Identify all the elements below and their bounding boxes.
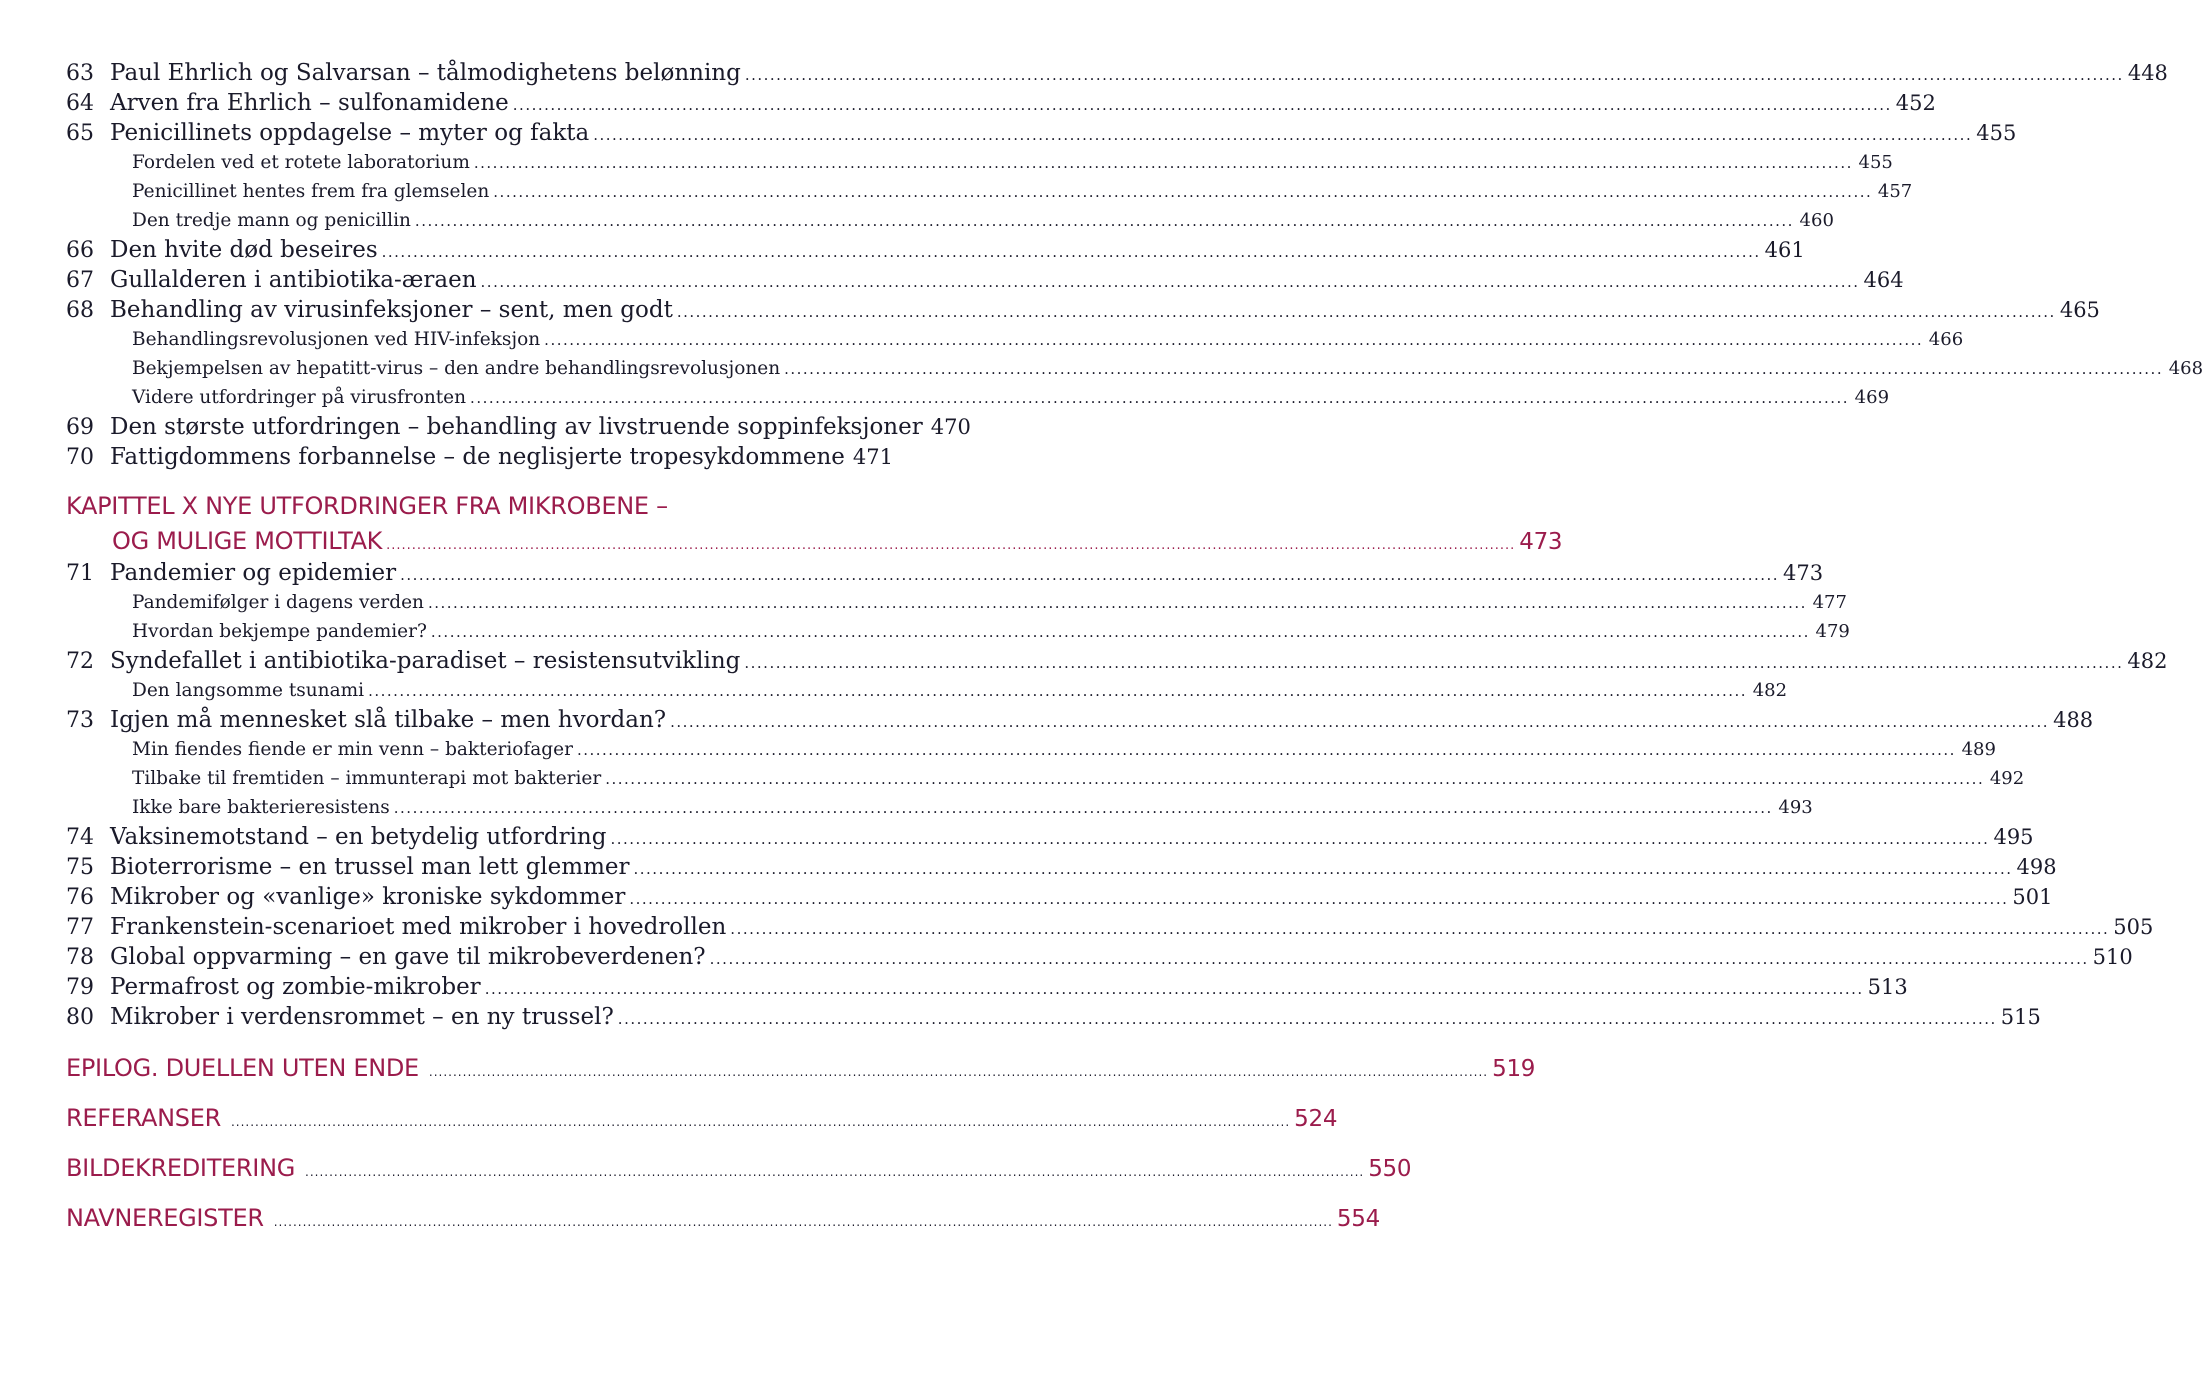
toc-subentry bbox=[66, 617, 1850, 646]
toc-entry bbox=[66, 1002, 2041, 1032]
dot-leader: ............................................................................................................................................................................................................................ bbox=[617, 1010, 1997, 1028]
toc-subentry bbox=[66, 676, 1788, 705]
toc-entry bbox=[66, 942, 2133, 972]
entry-page-number: 464 bbox=[1863, 268, 1904, 292]
entry-title: Mikrober og «vanlige» kroniske sykdommer bbox=[110, 884, 626, 910]
entry-title: Min fiendes fiende er min venn – bakteriofager bbox=[132, 739, 573, 760]
dot-leader: ............................................................................................................................................................................................................................ bbox=[386, 538, 1516, 553]
section-title: NAVNEREGISTER bbox=[66, 1204, 264, 1232]
entry-page-number: 455 bbox=[1858, 152, 1893, 173]
entry-page-number: 510 bbox=[2092, 945, 2133, 969]
entry-page-number: 473 bbox=[1783, 561, 1824, 585]
toc-list-part-2 bbox=[66, 558, 2168, 1032]
entry-number: 70 bbox=[66, 445, 94, 470]
toc-entry bbox=[66, 58, 2168, 88]
dot-leader: ............................................................................................................................................................................................................................ bbox=[393, 799, 1773, 817]
entry-page-number: 465 bbox=[2059, 298, 2100, 322]
entry-page-number: 492 bbox=[1989, 768, 2025, 789]
entry-title: Penicillinet hentes frem fra glemselen bbox=[132, 181, 490, 202]
section-entry bbox=[66, 1200, 1380, 1236]
entry-page-number: 466 bbox=[1928, 329, 1964, 350]
entry-title: Den langsomme tsunami bbox=[132, 680, 365, 701]
dot-leader: ............................................................................................................................................................................................................................ bbox=[273, 1215, 1333, 1229]
entry-title: Bekjempelsen av hepatitt-virus – den andre behandlingsrevolusjonen bbox=[132, 358, 781, 379]
entry-page-number: 482 bbox=[1752, 680, 1788, 701]
entry-number: 75 bbox=[66, 855, 94, 880]
toc-entry bbox=[66, 412, 971, 442]
entry-page-number: 461 bbox=[1764, 238, 1805, 262]
chapter-title-line-1: KAPITTEL X NYE UTFORDRINGER FRA MIKROBENE – bbox=[66, 492, 668, 520]
dot-leader: ............................................................................................................................................................................................................................ bbox=[744, 66, 2124, 84]
chapter-heading-line-2 bbox=[66, 524, 1563, 558]
entry-page-number: 482 bbox=[2127, 649, 2168, 673]
entry-number: 67 bbox=[66, 268, 94, 293]
entry-number: 80 bbox=[66, 1005, 94, 1030]
toc-subentry bbox=[66, 735, 1996, 764]
dot-leader: ............................................................................................................................................................................................................................ bbox=[544, 331, 1924, 349]
toc-subentry bbox=[66, 588, 1847, 617]
entry-title: Hvordan bekjempe pandemier? bbox=[132, 621, 427, 642]
chapter-heading bbox=[66, 488, 892, 524]
section-page-number: 524 bbox=[1294, 1106, 1338, 1132]
section-title: REFERANSER bbox=[66, 1104, 221, 1132]
table-of-contents bbox=[66, 58, 2203, 1236]
toc-entry bbox=[66, 852, 2057, 882]
dot-leader: ............................................................................................................................................................................................................................ bbox=[470, 389, 1850, 407]
toc-entry bbox=[66, 882, 2053, 912]
toc-entry bbox=[66, 265, 1904, 295]
entry-number: 64 bbox=[66, 91, 94, 116]
dot-leader: ............................................................................................................................................................................................................................ bbox=[633, 860, 2013, 878]
entry-page-number: 501 bbox=[2012, 885, 2053, 909]
entry-number: 77 bbox=[66, 915, 94, 940]
dot-leader: ............................................................................................................................................................................................................................ bbox=[629, 890, 2009, 908]
back-matter-sections bbox=[66, 1050, 1536, 1236]
entry-page-number: 468 bbox=[2168, 358, 2203, 379]
dot-leader: ............................................................................................................................................................................................................................ bbox=[676, 303, 2056, 321]
section-title: BILDEKREDITERING bbox=[66, 1154, 296, 1182]
entry-number: 73 bbox=[66, 708, 94, 733]
entry-number: 71 bbox=[66, 561, 94, 586]
entry-title: Gullalderen i antibiotika-æraen bbox=[110, 267, 477, 293]
entry-page-number: 498 bbox=[2016, 855, 2057, 879]
dot-leader: ............................................................................................................................................................................................................................ bbox=[381, 243, 1761, 261]
chapter-page-number: 473 bbox=[1519, 529, 1563, 555]
entry-title: Fattigdommens forbannelse – de neglisjerte tropesykdommene bbox=[110, 444, 845, 470]
toc-entry bbox=[66, 235, 1805, 265]
entry-number: 65 bbox=[66, 121, 94, 146]
toc-subentry bbox=[66, 148, 1893, 177]
entry-page-number: 477 bbox=[1812, 592, 1847, 613]
entry-number: 79 bbox=[66, 975, 94, 1000]
entry-title: Den hvite død beseires bbox=[110, 237, 378, 263]
toc-entry bbox=[66, 822, 2034, 852]
chapter-title-line-2: OG MULIGE MOTTILTAK bbox=[112, 527, 383, 555]
dot-leader: ............................................................................................................................................................................................................................ bbox=[512, 96, 1892, 114]
entry-title: Syndefallet i antibiotika-paradiset – resistensutvikling bbox=[110, 648, 741, 674]
toc-list-part-1 bbox=[66, 58, 2203, 472]
entry-title: Permafrost og zombie-mikrober bbox=[110, 974, 481, 1000]
dot-leader: ............................................................................................................................................................................................................................ bbox=[427, 594, 1807, 612]
entry-number: 78 bbox=[66, 945, 94, 970]
entry-title: Tilbake til fremtiden – immunterapi mot bakterier bbox=[132, 768, 602, 789]
entry-title: Bioterrorisme – en trussel man lett glemmer bbox=[110, 854, 630, 880]
dot-leader: ............................................................................................................................................................................................................................ bbox=[730, 920, 2110, 938]
dot-leader: ............................................................................................................................................................................................................................ bbox=[430, 623, 1810, 641]
toc-subentry bbox=[66, 383, 1890, 412]
entry-page-number: 489 bbox=[1961, 739, 1996, 760]
dot-leader: ............................................................................................................................................................................................................................ bbox=[610, 830, 1990, 848]
entry-title: Penicillinets oppdagelse – myter og fakta bbox=[110, 120, 590, 146]
entry-number: 69 bbox=[66, 415, 94, 440]
toc-entry bbox=[66, 705, 2094, 735]
section-entry bbox=[66, 1150, 1412, 1186]
entry-number: 63 bbox=[66, 61, 94, 86]
toc-entry bbox=[66, 972, 1908, 1002]
dot-leader: ............................................................................................................................................................................................................................ bbox=[484, 980, 1864, 998]
entry-title: Ikke bare bakterieresistens bbox=[132, 797, 390, 818]
section-title: EPILOG. DUELLEN UTEN ENDE bbox=[66, 1054, 419, 1082]
toc-subentry bbox=[66, 354, 2203, 383]
toc-entry bbox=[66, 295, 2100, 325]
section-page-number: 554 bbox=[1336, 1206, 1380, 1232]
toc-entry bbox=[66, 442, 892, 472]
entry-page-number: 460 bbox=[1799, 210, 1834, 231]
entry-page-number: 457 bbox=[1877, 181, 1913, 202]
entry-page-number: 452 bbox=[1895, 91, 1936, 115]
dot-leader: ............................................................................................................................................................................................................................ bbox=[784, 360, 2164, 378]
entry-title: Behandlingsrevolusjonen ved HIV-infeksjon bbox=[132, 329, 541, 350]
section-page-number: 550 bbox=[1368, 1156, 1412, 1182]
entry-page-number: 488 bbox=[2053, 708, 2094, 732]
dot-leader: ............................................................................................................................................................................................................................ bbox=[414, 212, 1794, 230]
toc-entry bbox=[66, 118, 2017, 148]
dot-leader: ............................................................................................................................................................................................................................ bbox=[230, 1115, 1291, 1129]
entry-page-number: 515 bbox=[2000, 1005, 2041, 1029]
toc-subentry bbox=[66, 764, 2025, 793]
entry-title: Global oppvarming – en gave til mikrobeverdenen? bbox=[110, 944, 706, 970]
dot-leader: ............................................................................................................................................................................................................................ bbox=[305, 1165, 1365, 1179]
dot-leader: ............................................................................................................................................................................................................................ bbox=[428, 1065, 1489, 1079]
dot-leader: ............................................................................................................................................................................................................................ bbox=[368, 682, 1748, 700]
dot-leader: ............................................................................................................................................................................................................................ bbox=[480, 273, 1860, 291]
entry-title: Fordelen ved et rotete laboratorium bbox=[132, 152, 470, 173]
entry-title: Igjen må mennesket slå tilbake – men hvordan? bbox=[110, 707, 667, 733]
section-page-number: 519 bbox=[1492, 1056, 1536, 1082]
toc-subentry bbox=[66, 325, 1964, 354]
dot-leader: ............................................................................................................................................................................................................................ bbox=[576, 741, 1956, 759]
entry-title: Den tredje mann og penicillin bbox=[132, 210, 411, 231]
toc-subentry bbox=[66, 177, 1913, 206]
entry-title: Vaksinemotstand – en betydelig utfordring bbox=[110, 824, 607, 850]
entry-page-number: 493 bbox=[1778, 797, 1813, 818]
entry-title: Mikrober i verdensrommet – en ny trussel? bbox=[110, 1004, 614, 1030]
entry-title: Frankenstein-scenarioet med mikrober i hovedrollen bbox=[110, 914, 727, 940]
entry-number: 74 bbox=[66, 825, 94, 850]
entry-page-number: 513 bbox=[1867, 975, 1908, 999]
toc-entry bbox=[66, 646, 2168, 676]
dot-leader: ............................................................................................................................................................................................................................ bbox=[744, 654, 2124, 672]
entry-page-number: 448 bbox=[2127, 61, 2168, 85]
entry-number: 68 bbox=[66, 298, 94, 323]
entry-title: Den største utfordringen – behandling av livstruende soppinfeksjoner bbox=[110, 414, 923, 440]
toc-entry bbox=[66, 912, 2154, 942]
dot-leader: ............................................................................................................................................................................................................................ bbox=[473, 154, 1853, 172]
entry-page-number: 455 bbox=[1976, 121, 2017, 145]
entry-title: Arven fra Ehrlich – sulfonamidene bbox=[110, 90, 509, 116]
dot-leader: ............................................................................................................................................................................................................................ bbox=[670, 713, 2050, 731]
toc-entry bbox=[66, 88, 1936, 118]
entry-page-number: 471 bbox=[852, 445, 894, 469]
toc-subentry bbox=[66, 206, 1834, 235]
entry-number: 72 bbox=[66, 649, 94, 674]
entry-title: Videre utfordringer på virusfronten bbox=[132, 387, 467, 408]
entry-title: Pandemier og epidemier bbox=[110, 560, 397, 586]
entry-title: Paul Ehrlich og Salvarsan – tålmodighetens belønning bbox=[110, 60, 741, 86]
entry-number: 66 bbox=[66, 238, 94, 263]
entry-page-number: 505 bbox=[2113, 915, 2154, 939]
entry-page-number: 469 bbox=[1854, 387, 1890, 408]
entry-title: Behandling av virusinfeksjoner – sent, men godt bbox=[110, 297, 673, 323]
dot-leader: ............................................................................................................................................................................................................................ bbox=[400, 566, 1780, 584]
dot-leader: ............................................................................................................................................................................................................................ bbox=[593, 126, 1973, 144]
section-entry bbox=[66, 1050, 1536, 1086]
toc-entry bbox=[66, 558, 1824, 588]
entry-title: Pandemifølger i dagens verden bbox=[132, 592, 424, 613]
dot-leader: ............................................................................................................................................................................................................................ bbox=[493, 183, 1873, 201]
toc-subentry bbox=[66, 793, 1813, 822]
entry-page-number: 470 bbox=[930, 415, 971, 439]
entry-number: 76 bbox=[66, 885, 94, 910]
entry-page-number: 479 bbox=[1815, 621, 1850, 642]
dot-leader: ............................................................................................................................................................................................................................ bbox=[709, 950, 2089, 968]
dot-leader: ............................................................................................................................................................................................................................ bbox=[605, 770, 1985, 788]
section-entry bbox=[66, 1100, 1338, 1136]
entry-page-number: 495 bbox=[1993, 825, 2034, 849]
